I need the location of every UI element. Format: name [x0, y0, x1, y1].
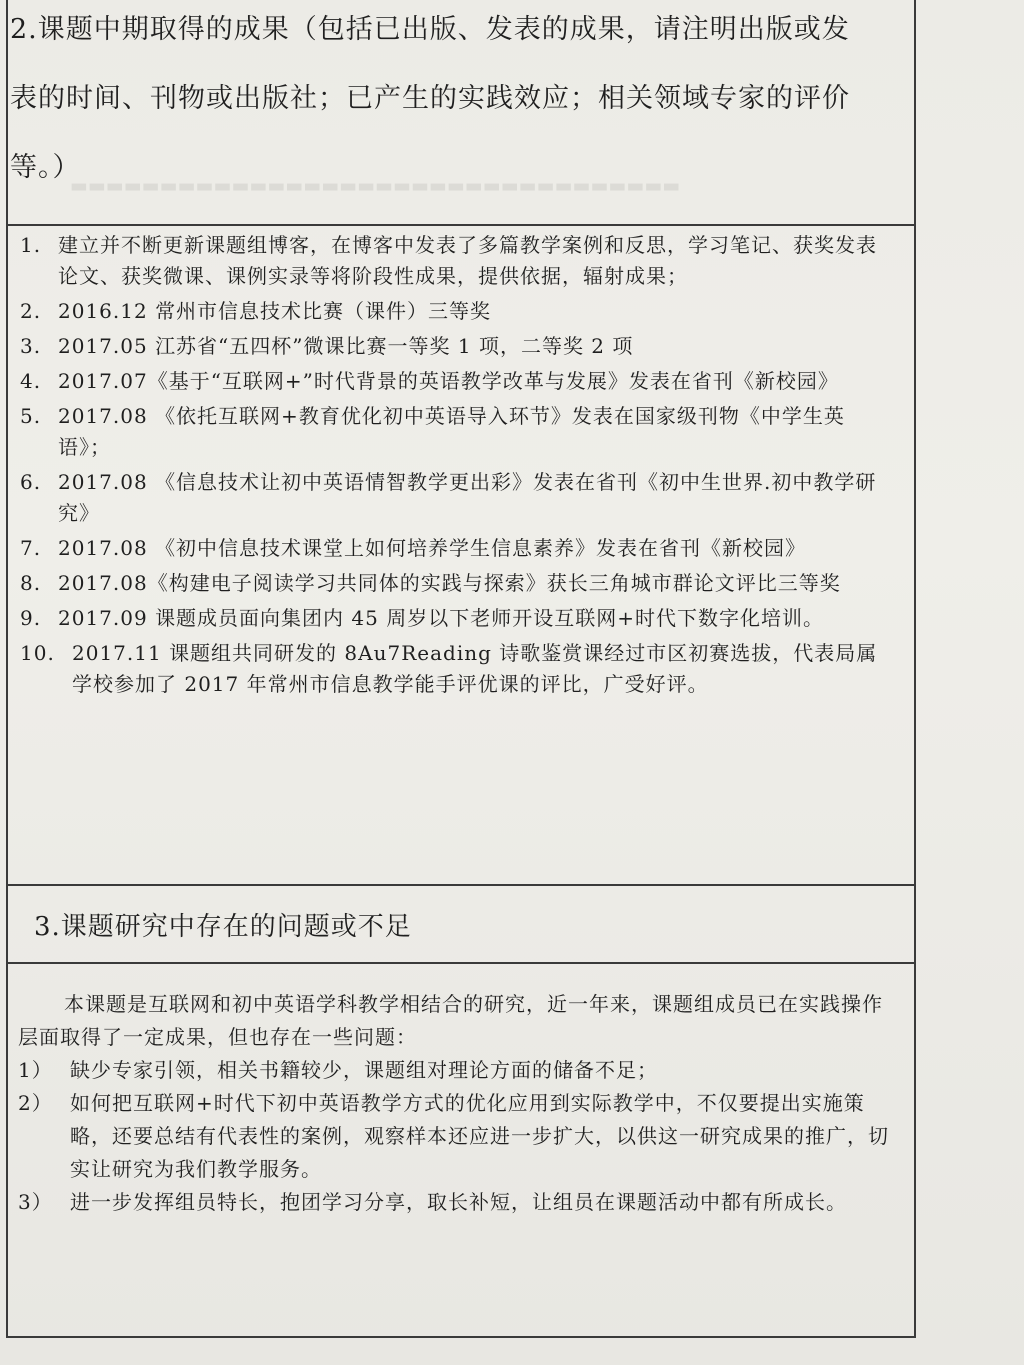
- section2-heading: [10, 10, 880, 225]
- list-item: [20, 467, 890, 529]
- item-number: 1）: [18, 1058, 53, 1082]
- item-number: 2.: [20, 299, 42, 323]
- item-text: 建立并不断更新课题组博客，在博客中发表了多篇教学案例和反思，学习笔记、获奖发表论文、获奖微课、课例实录等将阶段性成果，提供依据，辐射成果；: [58, 233, 877, 288]
- problems-intro-text: 本课题是互联网和初中英语学科教学相结合的研究，近一年来，课题组成员已在实践操作层面取得了一定成果，但也存在一些问题：: [18, 992, 883, 1049]
- section2-heading-line: 表的时间、刊物或出版社；已产生的实践效应；相关领域专家的评价: [10, 83, 850, 114]
- section3-heading: 3.课题研究中存在的问题或不足: [34, 912, 412, 942]
- problems-list: [18, 1054, 900, 1219]
- list-item: [18, 1087, 900, 1186]
- item-text: 2017.05 江苏省“五四杯”微课比赛一等奖 1 项，二等奖 2 项: [58, 334, 634, 358]
- item-number: 7.: [20, 536, 42, 560]
- achievements-list: [20, 230, 890, 704]
- section3-top-divider: [6, 884, 916, 886]
- item-text: 2017.09 课题成员面向集团内 45 周岁以下老师开设互联网+时代下数字化培训。: [58, 606, 824, 630]
- item-number: 8.: [20, 571, 42, 595]
- item-number: 4.: [20, 369, 42, 393]
- list-item: [20, 638, 890, 700]
- item-number: 2）: [18, 1091, 53, 1115]
- item-text: 进一步发挥组员特长，抱团学习分享，取长补短，让组员在课题活动中都有所成长。: [70, 1190, 847, 1214]
- bleed-through-mark: ▬▬▬▬▬▬▬▬▬▬▬▬▬▬▬▬▬▬▬▬▬▬▬▬▬▬▬▬▬▬▬▬▬▬: [70, 175, 681, 197]
- item-text: 2017.11 课题组共同研发的 8Au7Reading 诗歌鉴赏课经过市区初赛选拔，代表局属学校参加了 2017 年常州市信息教学能手评优课的评比，广受好评。: [72, 641, 878, 696]
- problems-intro: [18, 988, 900, 1054]
- section2-heading-line: 2.课题中期取得的成果（包括已出版、发表的成果，请注明出版或发: [10, 14, 850, 45]
- item-text: 2016.12 常州市信息技术比赛（课件）三等奖: [58, 299, 492, 323]
- list-item: [20, 603, 890, 634]
- item-text: 2017.08 《信息技术让初中英语情智教学更出彩》发表在省刊《初中生世界.初中教学研究》: [58, 470, 877, 525]
- list-item: [18, 1186, 900, 1219]
- section3-divider: [6, 962, 916, 964]
- list-item: [18, 1054, 900, 1087]
- item-number: 10.: [20, 641, 55, 665]
- item-number: 1.: [20, 233, 42, 257]
- item-text: 2017.08 《初中信息技术课堂上如何培养学生信息素养》发表在省刊《新校园》: [58, 536, 807, 560]
- item-number: 5.: [20, 404, 42, 428]
- item-text: 如何把互联网+时代下初中英语教学方式的优化应用到实际教学中，不仅要提出实施策略，还要总结有代表性的案例，观察样本还应进一步扩大，以供这一研究成果的推广，切实让研究为我们教学服务。: [70, 1091, 889, 1181]
- list-item: [20, 568, 890, 599]
- item-number: 3）: [18, 1190, 53, 1214]
- list-item: [20, 230, 890, 292]
- list-item: [20, 331, 890, 362]
- list-item: [20, 401, 890, 463]
- list-item: [20, 366, 890, 397]
- list-item: [20, 533, 890, 564]
- item-text: 缺少专家引领，相关书籍较少，课题组对理论方面的储备不足；: [70, 1058, 658, 1082]
- section2-heading-line: 等。）: [10, 152, 81, 183]
- item-text: 2017.08《构建电子阅读学习共同体的实践与探索》获长三角城市群论文评比三等奖: [58, 571, 841, 595]
- problems-section: [18, 988, 900, 1219]
- item-number: 3.: [20, 334, 42, 358]
- item-text: 2017.08 《依托互联网+教育优化初中英语导入环节》发表在国家级刊物《中学生英语》；: [58, 404, 845, 459]
- item-number: 6.: [20, 470, 42, 494]
- item-text: 2017.07《基于“互联网+”时代背景的英语教学改革与发展》发表在省刊《新校园》: [58, 369, 839, 393]
- list-item: [20, 296, 890, 327]
- item-number: 9.: [20, 606, 42, 630]
